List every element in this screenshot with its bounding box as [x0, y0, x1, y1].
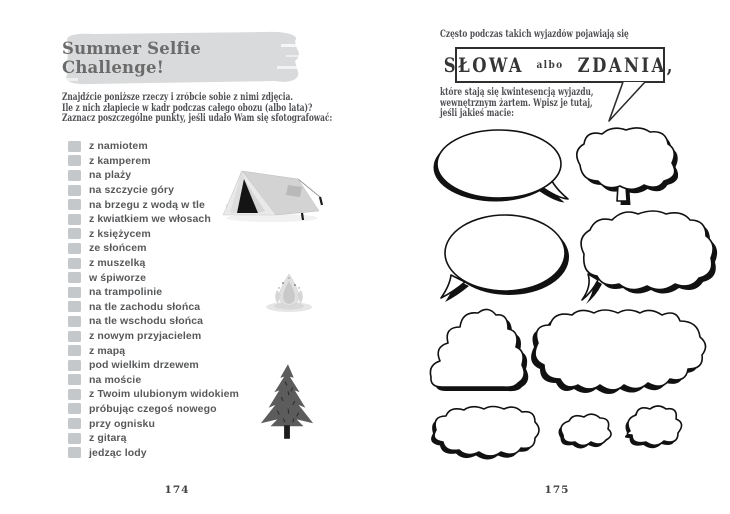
callout-tail-icon: [604, 81, 648, 123]
checkbox[interactable]: [68, 389, 81, 400]
cloud-bubble-bottom-tail: [572, 125, 678, 207]
checklist-row: [68, 183, 239, 198]
checklist-label: z nowym przyjacielem: [89, 330, 202, 343]
scalloped-cloud-strip: [428, 404, 546, 462]
lead-text: Często podczas takich wyjazdów pojawiają się: [440, 29, 629, 40]
checklist-label: na trampolinie: [89, 286, 163, 299]
page-title: Summer Selfie Challenge!: [62, 38, 201, 77]
after-paragraph: [440, 88, 593, 120]
cumulus-cloud: [428, 303, 530, 395]
checklist-label: na szczycie góry: [89, 184, 175, 197]
pine-tree-icon: [256, 361, 318, 441]
checkbox[interactable]: [68, 301, 81, 312]
highlight-word-slowa: SŁOWA: [443, 53, 524, 77]
mini-cloud: [556, 411, 618, 451]
checkbox[interactable]: [68, 228, 81, 239]
title-brush-banner: [62, 31, 302, 86]
page-number-right: 175: [544, 484, 570, 496]
checklist-label: z namiotem: [89, 140, 148, 153]
checkbox[interactable]: [68, 331, 81, 342]
wavy-cloud-bubble-left-tail: [574, 206, 724, 306]
checklist-row: [68, 445, 239, 460]
checklist-label: próbując czegoś nowego: [89, 402, 217, 415]
checklist-label: w śpiworze: [89, 271, 147, 284]
checkbox[interactable]: [68, 447, 81, 458]
checklist-label: z gitarą: [89, 432, 127, 445]
checkbox[interactable]: [68, 287, 81, 298]
checkbox[interactable]: [68, 272, 81, 283]
intro-line: Ile z nich złapiecie w kadr podczas całego obozu (albo lata)?: [62, 102, 313, 114]
checklist-row: [68, 300, 239, 315]
checklist-row: [68, 285, 239, 300]
mini-cloud-2: [623, 403, 687, 455]
selfie-checklist: [68, 139, 239, 460]
checkbox[interactable]: [68, 345, 81, 356]
intro-line: Znajdźcie poniższe rzeczy i zróbcie sobie z nimi zdjęcia.: [62, 92, 293, 103]
checklist-label: na tle zachodu słońca: [89, 300, 201, 313]
checklist-label: na brzegu z wodą w tle: [89, 198, 205, 211]
checklist-label: z księżycem: [89, 227, 151, 240]
checklist-label: na moście: [89, 373, 142, 386]
checklist-label: z mapą: [89, 344, 126, 357]
checklist-row: [68, 329, 239, 344]
checkbox[interactable]: [68, 155, 81, 166]
campfire-icon: [264, 271, 314, 313]
checkbox[interactable]: [68, 360, 81, 371]
checklist-row: [68, 343, 239, 358]
tent-icon: [222, 166, 326, 224]
long-scalloped-cloud: [526, 307, 712, 395]
checklist-row: [68, 154, 239, 169]
checklist-label: z kamperem: [89, 154, 151, 167]
after-line: które stają się kwintesencją wyjazdu,: [440, 87, 594, 98]
checklist-label: na tle wschodu słońca: [89, 315, 204, 328]
checklist-label: ze słońcem: [89, 242, 147, 255]
checkbox[interactable]: [68, 199, 81, 210]
checklist-row: [68, 241, 239, 256]
checklist-label: pod wielkim drzewem: [89, 359, 199, 372]
checkbox[interactable]: [68, 214, 81, 225]
checklist-label: z kwiatkiem we włosach: [89, 213, 211, 226]
checkbox[interactable]: [68, 403, 81, 414]
checklist-label: przy ognisku: [89, 417, 155, 430]
checkbox[interactable]: [68, 418, 81, 429]
highlight-conjunction: albo: [536, 59, 564, 71]
checklist-row: [68, 416, 239, 431]
checklist-row: [68, 373, 239, 388]
checklist-label: jedząc lody: [89, 446, 147, 459]
checklist-row: [68, 402, 239, 417]
after-line: wewnętrznym żartem. Wpisz je tutaj,: [440, 97, 593, 109]
checklist-label: z Twoim ulubionym widokiem: [89, 388, 239, 401]
after-line: jeśli jakieś macie:: [440, 108, 514, 120]
intro-line: Zaznacz poszczególne punkty, jeśli udało Wam się sfotografować:: [62, 113, 333, 125]
speech-bubble-oval-left: [435, 212, 572, 304]
checkbox[interactable]: [68, 433, 81, 444]
checkbox[interactable]: [68, 170, 81, 181]
checklist-row: [68, 387, 239, 402]
checkbox[interactable]: [68, 185, 81, 196]
checkbox[interactable]: [68, 243, 81, 254]
checkbox[interactable]: [68, 258, 81, 269]
intro-paragraph: [62, 93, 332, 125]
checklist-row: [68, 139, 239, 154]
checkbox[interactable]: [68, 374, 81, 385]
checklist-row: [68, 212, 239, 227]
checklist-row: [68, 358, 239, 373]
checklist-row: [68, 270, 239, 285]
words-callout-box: [443, 47, 675, 83]
highlight-word-zdania: ZDANIA,: [577, 53, 675, 77]
checkbox[interactable]: [68, 316, 81, 327]
checklist-row: [68, 431, 239, 446]
checklist-label: z muszelką: [89, 257, 146, 270]
checklist-row: [68, 168, 239, 183]
checkbox[interactable]: [68, 141, 81, 152]
checklist-row: [68, 314, 239, 329]
checklist-row: [68, 227, 239, 242]
page-number-left: 174: [164, 484, 190, 496]
checklist-row: [68, 197, 239, 212]
speech-bubble-oval-right: [429, 127, 571, 209]
checklist-label: na plaży: [89, 169, 132, 182]
checklist-row: [68, 256, 239, 271]
